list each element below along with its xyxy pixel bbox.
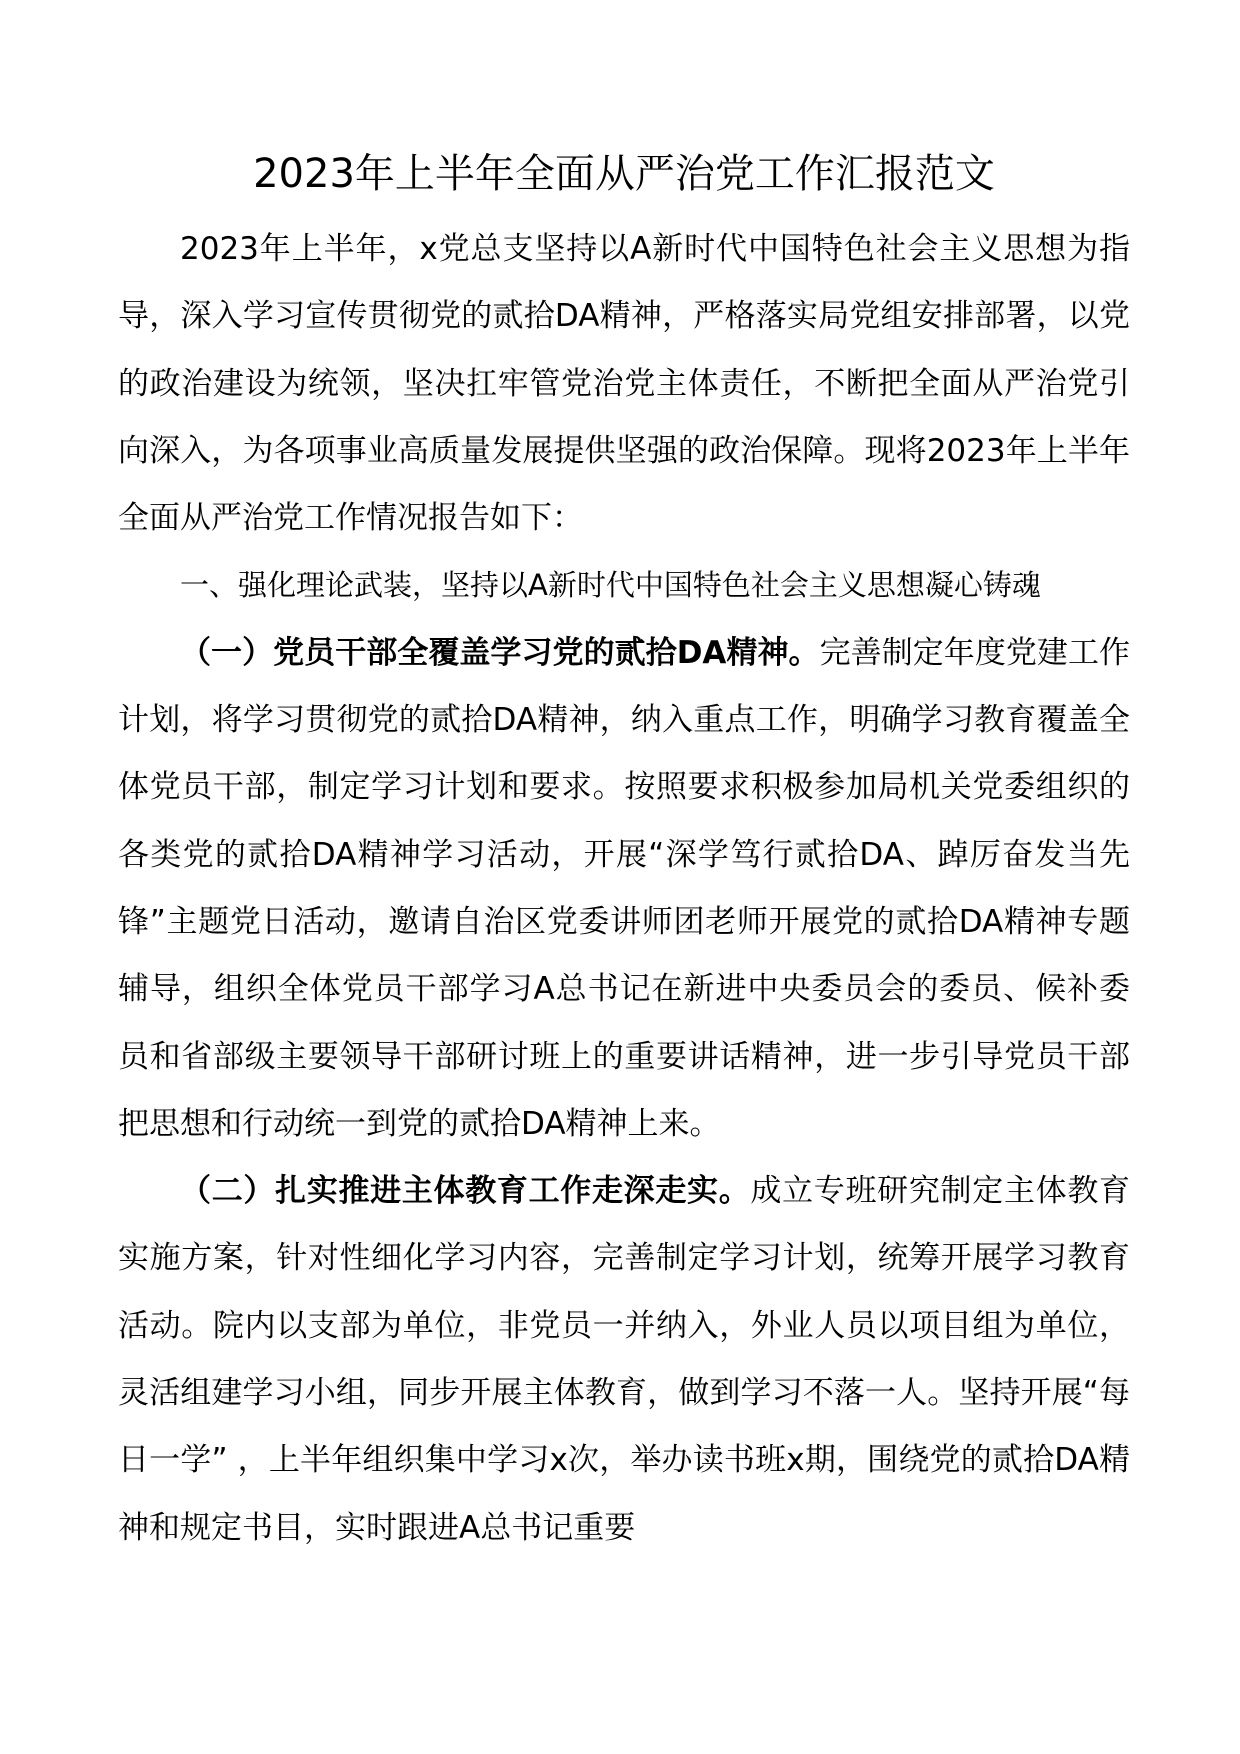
intro-paragraph: 2023年上半年，x党总支坚持以A新时代中国特色社会主义思想为指导，深入学习宣传贯彻党的贰拾DA精神，严格落实局党组安排部署，以党的政治建设为统领，坚决扛牢管党治党主体责任，不断把全面从严治党引向深入，为各项事业高质量发展提供坚强的政治保障。现将2023年上半年全面从严治党工作情况报告如下： — [118, 231, 1130, 537]
item-paragraph-1 — [118, 620, 1130, 1158]
item-lead-1: （一）党员干部全覆盖学习党的贰拾DA精神。 — [180, 634, 820, 671]
item-lead-2: （二）扎实推进主体教育工作走深走实。 — [180, 1173, 751, 1210]
item-body-2: 成立专班研究制定主体教育实施方案，针对性细化学习内容，完善制定学习计划，统筹开展学习教育活动。院内以支部为单位，非党员一并纳入，外业人员以项目组为单位，灵活组建学习小组，同步开展主体教育，做到学习不落一人。坚持开展“每日一学” ，上半年组织集中学习x次，举办读书班x期，围绕党的贰拾DA精神和规定书目，实时跟进A总书记重要 — [118, 1173, 1131, 1546]
document-body — [118, 216, 1130, 1562]
item-paragraph-2 — [118, 1158, 1130, 1562]
document-title: 2023年上半年全面从严治党工作汇报范文 — [253, 151, 995, 197]
section-heading: 一、强化理论武装，坚持以A新时代中国特色社会主义思想凝心铸魂 — [180, 568, 1041, 603]
item-body-1: 完善制定年度党建工作计划，将学习贯彻党的贰拾DA精神，纳入重点工作，明确学习教育覆盖全体党员干部，制定学习计划和要求。按照要求积极参加局机关党委组织的各类党的贰拾DA精神学习活动，开展“深学笃行贰拾DA、踔厉奋发当先锋”主题党日活动，邀请自治区党委讲师团老师开展党的贰拾DA精神专题辅导，组织全体党员干部学习A总书记在新进中央委员会的委员、候补委员和省部级主要领导干部研讨班上的重要讲话精神，进一步引导党员干部把思想和行动统一到党的贰拾DA精神上来。 — [118, 634, 1131, 1142]
